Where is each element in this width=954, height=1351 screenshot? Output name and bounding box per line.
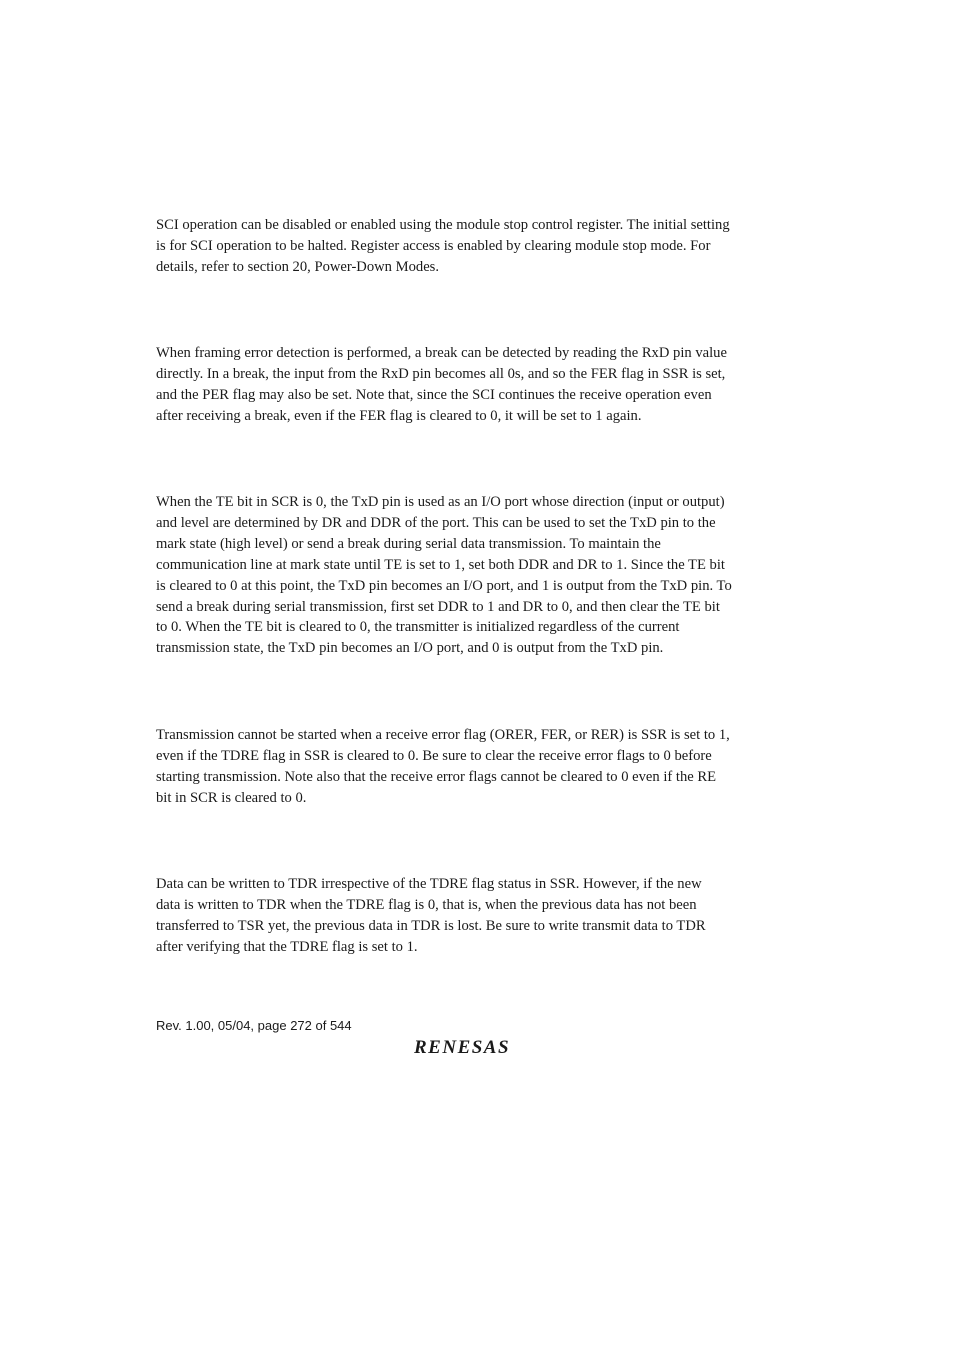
- text-line: after receiving a break, even if the FER flag is cleared to 0, it will be set to 1 again.: [156, 407, 642, 424]
- text-line: directly. In a break, the input from the RxD pin becomes all 0s, and so the FER flag in SSR is set,: [156, 365, 726, 382]
- text-line: to 0. When the TE bit is cleared to 0, the transmitter is initialized regardless of the current: [156, 619, 680, 636]
- text-line: is cleared to 0 at this point, the TxD pin becomes an I/O port, and 1 is output from the TxD pin. To: [156, 577, 732, 594]
- text-line: When the TE bit in SCR is 0, the TxD pin is used as an I/O port whose direction (input or output): [156, 494, 725, 510]
- renesas-logo: [412, 1035, 536, 1057]
- text-line: starting transmission. Note also that the receive error flags cannot be cleared to 0 even if the RE: [156, 768, 717, 785]
- page-footer-info: Rev. 1.00, 05/04, page 272 of 544: [156, 1018, 352, 1033]
- text-line: SCI operation can be disabled or enabled using the module stop control register. The initial setting: [156, 217, 730, 233]
- text-line: and level are determined by DR and DDR of the port. This can be used to set the TxD pin to the: [156, 514, 716, 531]
- text-line: When framing error detection is performed, a break can be detected by reading the RxD pin value: [156, 345, 727, 361]
- text-line: mark state (high level) or send a break during serial data transmission. To maintain the: [156, 535, 661, 552]
- paragraph-receive-error-flags: [156, 725, 796, 809]
- paragraph-module-stop: [156, 215, 796, 278]
- text-line: Transmission cannot be started when a receive error flag (ORER, FER, or RER) is SSR is set to 1,: [156, 727, 730, 743]
- text-line: is for SCI operation to be halted. Register access is enabled by clearing module stop mode. For: [156, 237, 711, 254]
- text-line: after verifying that the TDRE flag is set to 1.: [156, 938, 418, 955]
- text-line: send a break during serial transmission, first set DDR to 1 and DR to 0, and then clear the TE bit: [156, 598, 720, 615]
- text-line: and the PER flag may also be set. Note that, since the SCI continues the receive operation even: [156, 386, 712, 403]
- text-line: bit in SCR is cleared to 0.: [156, 789, 307, 806]
- text-line: Data can be written to TDR irrespective of the TDRE flag status in SSR. However, if the new: [156, 876, 702, 892]
- text-line: communication line at mark state until TE is set to 1, set both DDR and DR to 1. Since the TE bit: [156, 556, 725, 573]
- text-line: transmission state, the TxD pin becomes an I/O port, and 0 is output from the TxD pin.: [156, 640, 664, 657]
- svg-text:RENESAS: RENESAS: [414, 1037, 511, 1057]
- paragraph-break-detection: [156, 343, 796, 427]
- text-line: details, refer to section 20, Power-Down Modes.: [156, 258, 440, 275]
- text-line: data is written to TDR when the TDRE flag is 0, that is, when the previous data has not been: [156, 896, 697, 913]
- paragraph-tdr-write: [156, 874, 796, 958]
- paragraph-mark-state-break-sending: [156, 492, 796, 659]
- text-line: even if the TDRE flag in SSR is cleared to 0. Be sure to clear the receive error flags to 0 before: [156, 747, 712, 764]
- text-line: transferred to TSR yet, the previous data in TDR is lost. Be sure to write transmit data to TDR: [156, 917, 706, 934]
